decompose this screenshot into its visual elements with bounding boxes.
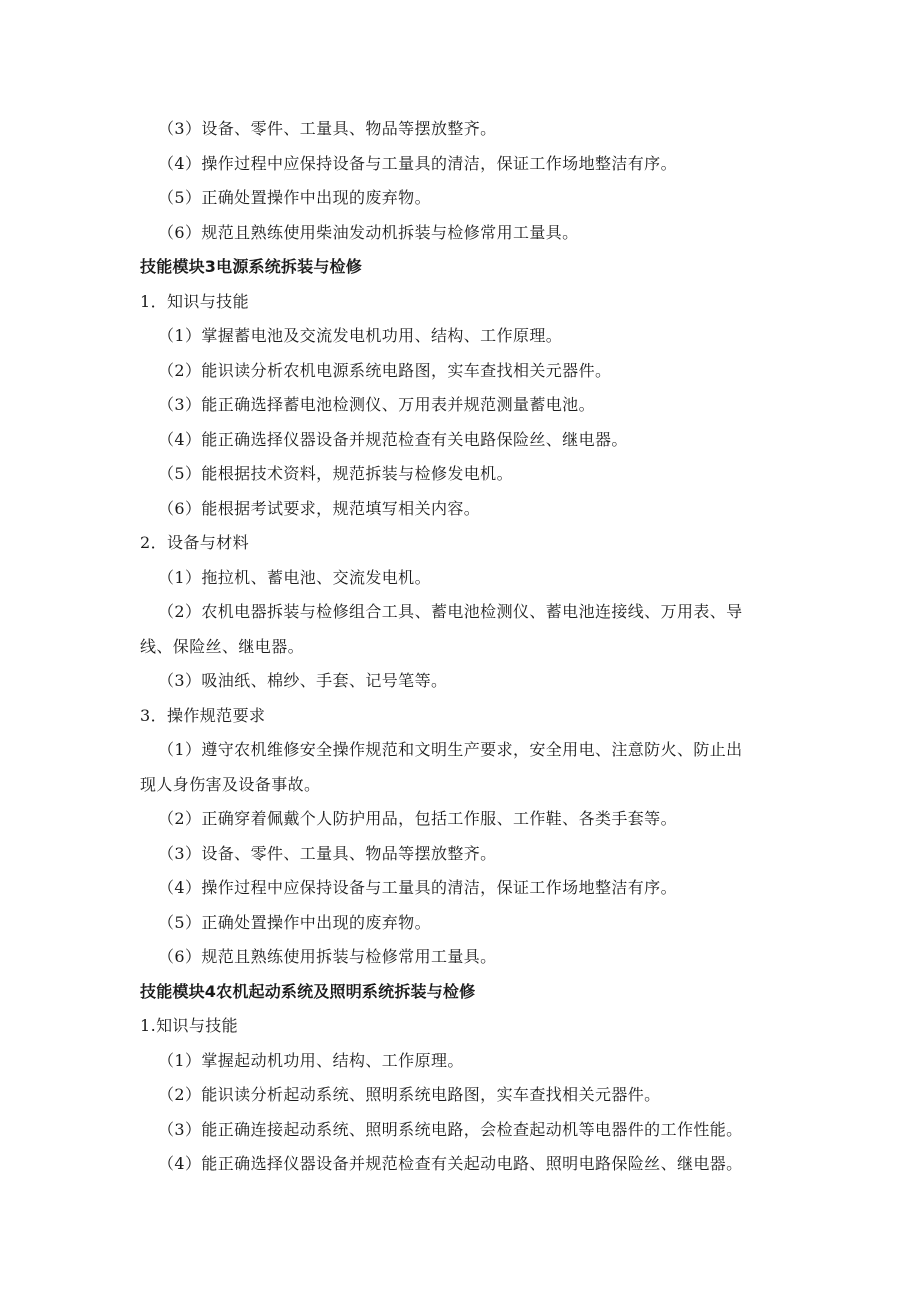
list-item: （3）设备、零件、工量具、物品等摆放整齐。 [158, 119, 497, 138]
list-item: （4）操作过程中应保持设备与工量具的清洁，保证工作场地整洁有序。 [158, 153, 677, 173]
list-item: （4）能正确选择仪器设备并规范检查有关起动电路、照明电路保险丝、继电器。 [158, 1154, 743, 1173]
list-item-continuation: 线、保险丝、继电器。 [140, 636, 305, 656]
list-item: （1）遵守农机维修安全操作规范和文明生产要求，安全用电、注意防火、防止出 [158, 740, 743, 759]
subsection-title: 1.知识与技能 [140, 1016, 239, 1035]
subsection-title: 1．知识与技能 [140, 291, 249, 311]
list-item: （2）正确穿着佩戴个人防护用品，包括工作服、工作鞋、各类手套等。 [158, 809, 677, 828]
list-item: （5）正确处置操作中出现的废弃物。 [158, 188, 431, 207]
list-item: （1）掌握起动机功用、结构、工作原理。 [158, 1050, 464, 1070]
list-item: （3）能正确选择蓄电池检测仪、万用表并规范测量蓄电池。 [158, 395, 595, 414]
list-item: （4）能正确选择仪器设备并规范检查有关电路保险丝、继电器。 [158, 429, 628, 449]
list-item: （6）能根据考试要求，规范填写相关内容。 [158, 498, 481, 518]
list-item: （3）设备、零件、工量具、物品等摆放整齐。 [158, 843, 497, 863]
document-body [140, 112, 810, 1182]
list-item: （3）能正确连接起动系统、照明系统电路，会检查起动机等电器件的工作性能。 [158, 1119, 743, 1139]
list-item: （4）操作过程中应保持设备与工量具的清洁，保证工作场地整洁有序。 [158, 878, 677, 897]
list-item: （6）规范且熟练使用拆装与检修常用工量具。 [158, 947, 497, 966]
section-heading: 技能模块4农机起动系统及照明系统拆装与检修 [140, 981, 476, 1001]
list-item: （5）能根据技术资料，规范拆装与检修发电机。 [158, 464, 513, 483]
subsection-title: 2．设备与材料 [140, 533, 249, 552]
list-item: （3）吸油纸、棉纱、手套、记号笔等。 [158, 671, 448, 690]
list-item: （2）农机电器拆装与检修组合工具、蓄电池检测仪、蓄电池连接线、万用表、导 [158, 602, 743, 621]
list-item: （2）能识读分析起动系统、照明系统电路图，实车查找相关元器件。 [158, 1085, 661, 1104]
list-item-continuation: 现人身伤害及设备事故。 [140, 774, 321, 794]
list-item: （2）能识读分析农机电源系统电路图，实车查找相关元器件。 [158, 360, 612, 380]
list-item: （1）掌握蓄电池及交流发电机功用、结构、工作原理。 [158, 326, 563, 345]
list-item: （6）规范且熟练使用柴油发动机拆装与检修常用工量具。 [158, 222, 579, 242]
list-item: （5）正确处置操作中出现的废弃物。 [158, 912, 431, 932]
subsection-title: 3．操作规范要求 [140, 705, 266, 725]
section-heading: 技能模块3电源系统拆装与检修 [140, 257, 362, 276]
list-item: （1）拖拉机、蓄电池、交流发电机。 [158, 567, 431, 587]
